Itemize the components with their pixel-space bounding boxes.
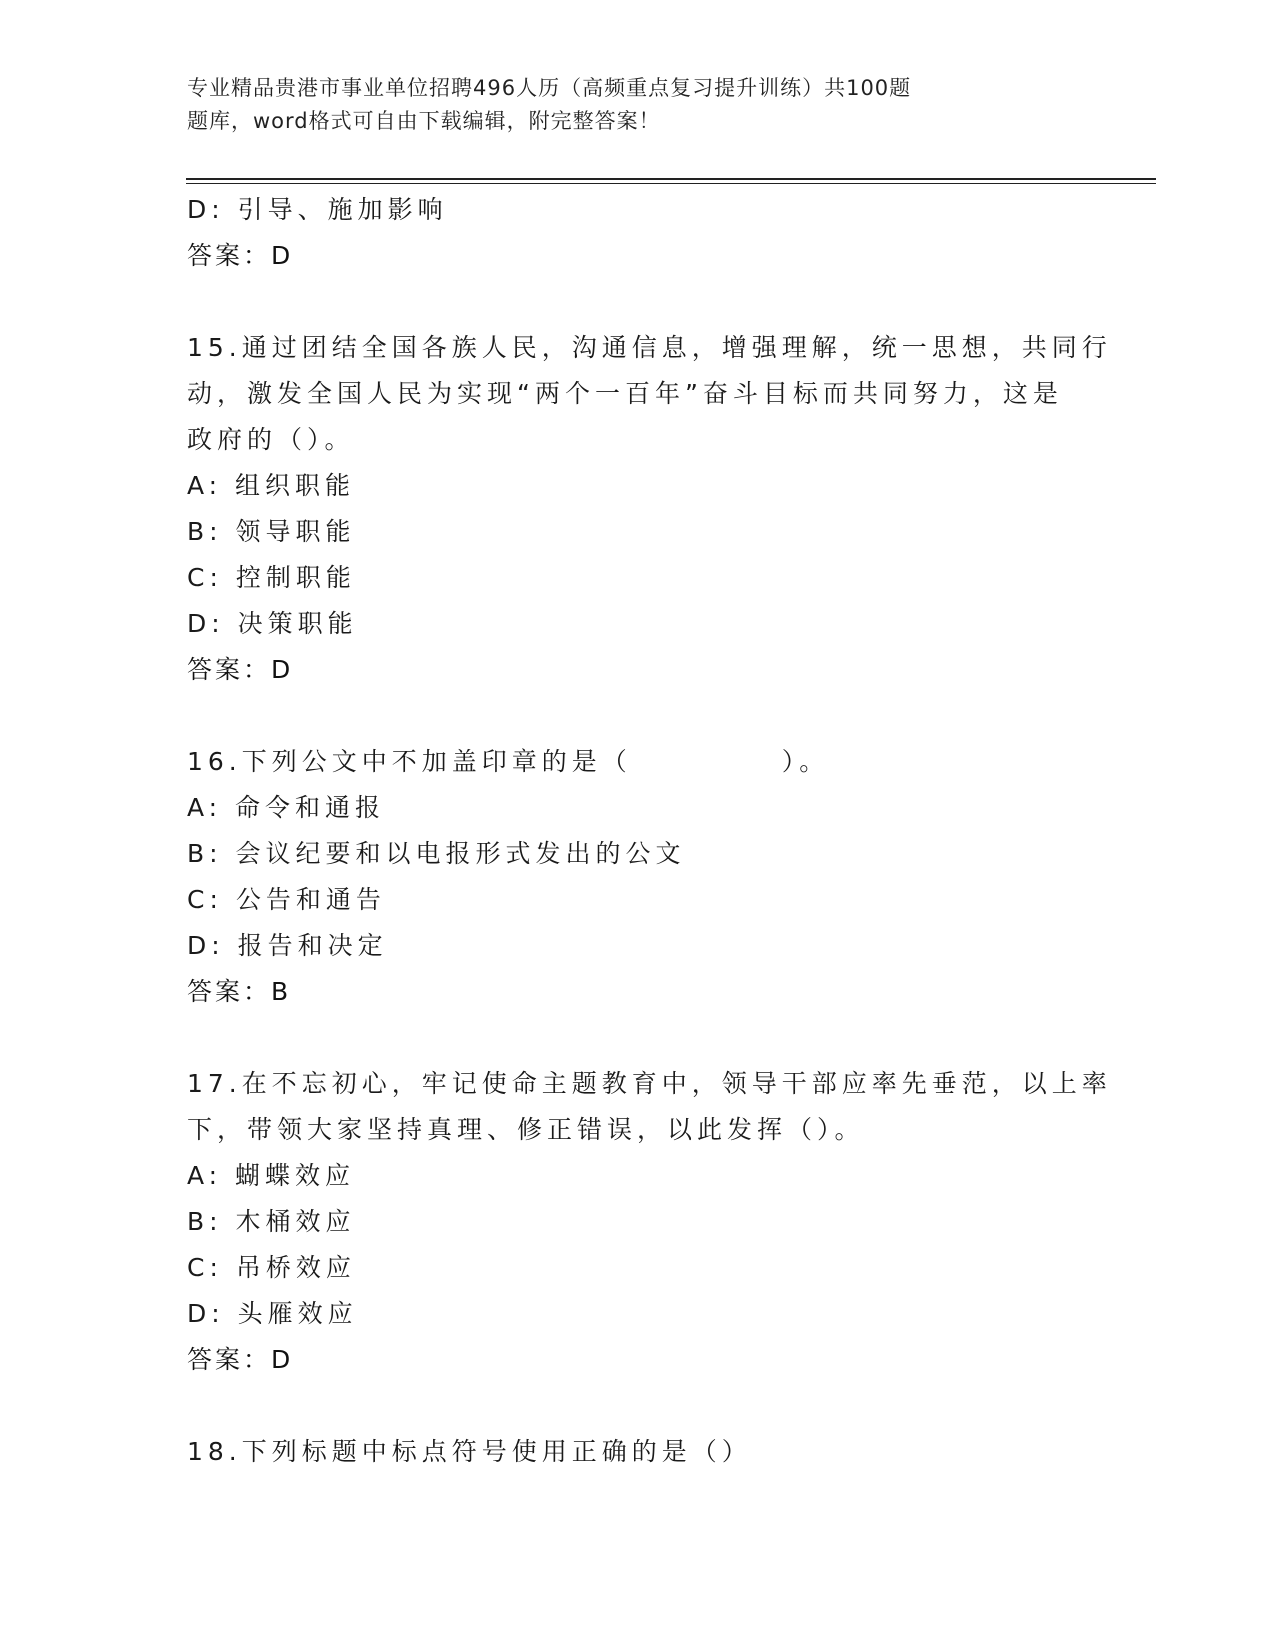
question-stem: 17.在不忘初心，牢记使命主题教育中，领导干部应率先垂范，以上率 [187,1069,1112,1098]
question-stem: 16.下列公文中不加盖印章的是（ ）。 [187,747,830,776]
question-15 [187,325,1112,693]
question-stem: 动，激发全国人民为实现“两个一百年”奋斗目标而共同努力，这是 [187,379,1063,408]
option-a: A: 组织职能 [187,471,356,500]
question-stem: 政府的（）。 [187,425,355,454]
question-stem: 下，带领大家坚持真理、修正错误，以此发挥（）。 [187,1115,865,1144]
document-header [187,72,1047,138]
option-c: C: 控制职能 [187,563,356,592]
option-d: D: 头雁效应 [187,1299,358,1328]
spacer [187,1015,1087,1061]
option-d: D: 决策职能 [187,609,358,638]
question-stem: 15.通过团结全国各族人民，沟通信息，增强理解，统一思想，共同行 [187,333,1112,362]
option-c: C: 吊桥效应 [187,1253,356,1282]
option-c: C: 公告和通告 [187,885,386,914]
header-rule-thin [186,183,1156,184]
option-a: A: 蝴蝶效应 [187,1161,356,1190]
question-17 [187,1061,1112,1383]
answer-line: 答案：D [187,655,294,684]
question-stem: 18.下列标题中标点符号使用正确的是（） [187,1437,752,1466]
question-18 [187,1429,1087,1475]
option-d: D: 引导、施加影响 [187,195,448,224]
option-b: B: 木桶效应 [187,1207,356,1236]
spacer [187,279,1087,325]
header-rule-thick [186,178,1156,180]
option-b: B: 领导职能 [187,517,356,546]
question-14-tail [187,187,1087,279]
answer-line: 答案：D [187,1345,294,1374]
option-d: D: 报告和决定 [187,931,388,960]
question-list [187,187,1112,1475]
spacer [187,693,1087,739]
option-a: A: 命令和通报 [187,793,386,822]
answer-line: 答案：B [187,977,292,1006]
option-b: B: 会议纪要和以电报形式发出的公文 [187,839,686,868]
spacer [187,1383,1087,1429]
header-title-line-2: 题库，word格式可自由下载编辑，附完整答案！ [187,109,661,133]
answer-line: 答案：D [187,241,294,270]
question-16 [187,739,1087,1015]
header-title-line-1: 专业精品贵港市事业单位招聘496人历（高频重点复习提升训练）共100题 [187,76,912,100]
